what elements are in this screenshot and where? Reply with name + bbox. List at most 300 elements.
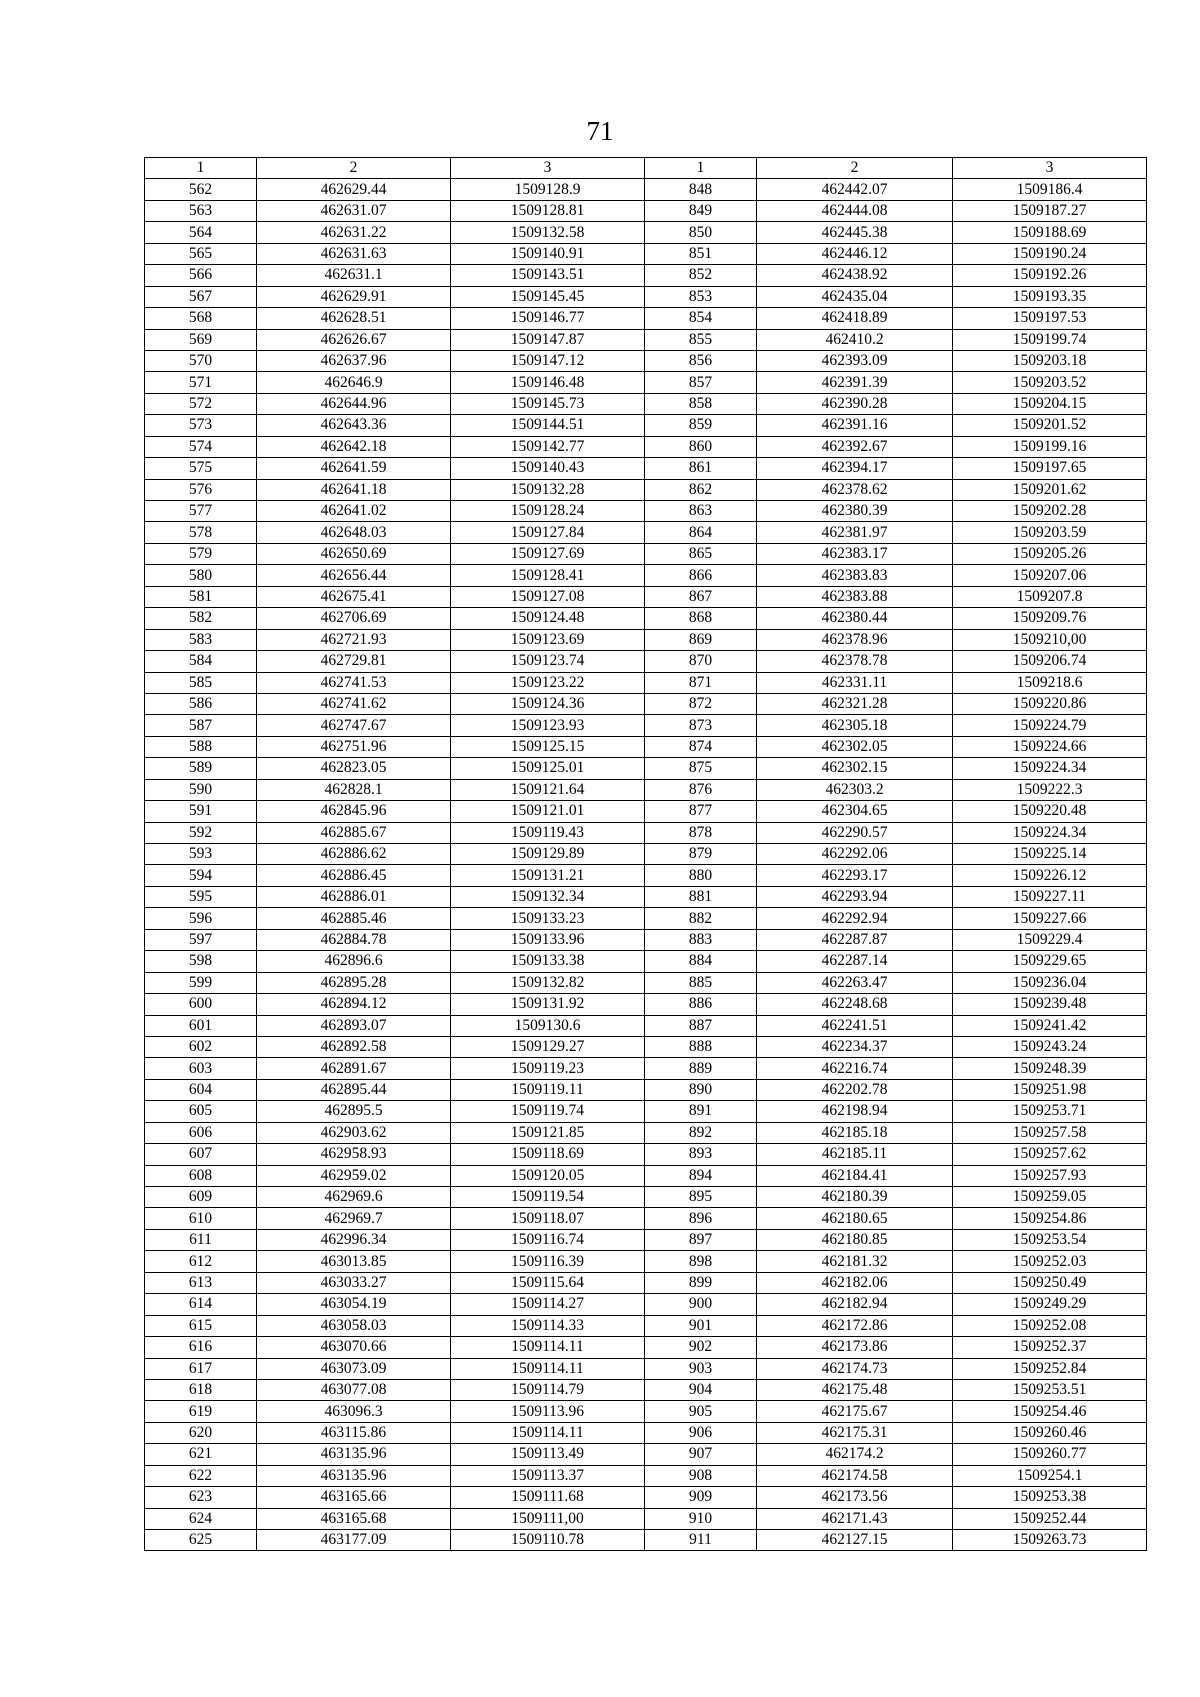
table-cell: 607 <box>145 1144 257 1165</box>
table-cell: 1509121.64 <box>451 779 645 800</box>
table-cell: 462175.31 <box>757 1422 953 1443</box>
table-row <box>145 1379 1147 1400</box>
table-cell: 1509129.89 <box>451 844 645 865</box>
table-row <box>145 972 1147 993</box>
table-cell: 462637.96 <box>257 350 451 371</box>
table-cell: 619 <box>145 1401 257 1422</box>
table-cell: 1509210,00 <box>953 629 1147 650</box>
table-cell: 462828.1 <box>257 779 451 800</box>
table-cell: 1509249.29 <box>953 1294 1147 1315</box>
table-cell: 1509142.77 <box>451 436 645 457</box>
table-cell: 1509124.48 <box>451 608 645 629</box>
table-cell: 1509119.74 <box>451 1101 645 1122</box>
table-cell: 463070.66 <box>257 1337 451 1358</box>
table-cell: 1509113.49 <box>451 1444 645 1465</box>
table-row <box>145 372 1147 393</box>
table-cell: 1509224.34 <box>953 758 1147 779</box>
table-cell: 1509199.16 <box>953 436 1147 457</box>
table-row <box>145 1122 1147 1143</box>
table-cell: 1509252.03 <box>953 1251 1147 1272</box>
table-cell: 462248.68 <box>757 994 953 1015</box>
table-cell: 611 <box>145 1229 257 1250</box>
table-cell: 462446.12 <box>757 243 953 264</box>
table-cell: 462175.67 <box>757 1401 953 1422</box>
table-cell: 908 <box>645 1465 757 1486</box>
table-row <box>145 886 1147 907</box>
table-cell: 462383.88 <box>757 586 953 607</box>
table-cell: 462174.2 <box>757 1444 953 1465</box>
table-cell: 888 <box>645 1036 757 1057</box>
table-cell: 462656.44 <box>257 565 451 586</box>
table-cell: 1509123.74 <box>451 651 645 672</box>
table-cell: 613 <box>145 1272 257 1293</box>
table-cell: 614 <box>145 1294 257 1315</box>
table-cell: 462706.69 <box>257 608 451 629</box>
table-row <box>145 586 1147 607</box>
table-cell: 593 <box>145 844 257 865</box>
table-cell: 462180.85 <box>757 1229 953 1250</box>
table-cell: 620 <box>145 1422 257 1443</box>
table-row <box>145 543 1147 564</box>
table-cell: 901 <box>645 1315 757 1336</box>
table-cell: 462721.93 <box>257 629 451 650</box>
table-cell: 856 <box>645 350 757 371</box>
table-cell: 581 <box>145 586 257 607</box>
table-cell: 463115.86 <box>257 1422 451 1443</box>
table-cell: 579 <box>145 543 257 564</box>
table-row <box>145 608 1147 629</box>
table-cell: 591 <box>145 801 257 822</box>
table-cell: 462646.9 <box>257 372 451 393</box>
table-cell: 622 <box>145 1465 257 1486</box>
table-cell: 462644.96 <box>257 393 451 414</box>
table-cell: 462641.02 <box>257 501 451 522</box>
table-cell: 462302.15 <box>757 758 953 779</box>
table-cell: 1509236.04 <box>953 972 1147 993</box>
table-cell: 865 <box>645 543 757 564</box>
table-cell: 462442.07 <box>757 179 953 200</box>
table-cell: 565 <box>145 243 257 264</box>
table-cell: 574 <box>145 436 257 457</box>
table-cell: 1509143.51 <box>451 265 645 286</box>
table-cell: 617 <box>145 1358 257 1379</box>
table-cell: 585 <box>145 672 257 693</box>
table-cell: 462378.96 <box>757 629 953 650</box>
table-cell: 862 <box>645 479 757 500</box>
table-cell: 462381.97 <box>757 522 953 543</box>
table-cell: 1509197.53 <box>953 308 1147 329</box>
table-row <box>145 222 1147 243</box>
table-cell: 1509202.28 <box>953 501 1147 522</box>
table-cell: 1509227.66 <box>953 908 1147 929</box>
table-cell: 462380.39 <box>757 501 953 522</box>
table-cell: 463165.68 <box>257 1508 451 1529</box>
table-row <box>145 1144 1147 1165</box>
table-cell: 462241.51 <box>757 1015 953 1036</box>
table-row <box>145 758 1147 779</box>
table-cell: 572 <box>145 393 257 414</box>
table-cell: 1509203.59 <box>953 522 1147 543</box>
table-row <box>145 243 1147 264</box>
table-cell: 462675.41 <box>257 586 451 607</box>
table-row <box>145 844 1147 865</box>
table-cell: 462958.93 <box>257 1144 451 1165</box>
table-cell: 1509229.65 <box>953 951 1147 972</box>
table-row <box>145 179 1147 200</box>
table-cell: 462641.18 <box>257 479 451 500</box>
table-cell: 568 <box>145 308 257 329</box>
table-cell: 462903.62 <box>257 1122 451 1143</box>
table-cell: 904 <box>645 1379 757 1400</box>
table-cell: 462173.86 <box>757 1337 953 1358</box>
table-cell: 1509147.87 <box>451 329 645 350</box>
table-cell: 583 <box>145 629 257 650</box>
table-cell: 1509209.76 <box>953 608 1147 629</box>
table-row <box>145 329 1147 350</box>
table-cell: 462641.59 <box>257 458 451 479</box>
table-cell: 567 <box>145 286 257 307</box>
table-cell: 462287.14 <box>757 951 953 972</box>
table-row <box>145 715 1147 736</box>
table-row <box>145 1101 1147 1122</box>
table-cell: 462751.96 <box>257 736 451 757</box>
table-cell: 1509127.69 <box>451 543 645 564</box>
table-cell: 462631.07 <box>257 200 451 221</box>
table-cell: 1509251.98 <box>953 1079 1147 1100</box>
table-cell: 462895.44 <box>257 1079 451 1100</box>
table-cell: 462629.91 <box>257 286 451 307</box>
table-cell: 462181.32 <box>757 1251 953 1272</box>
table-row <box>145 1401 1147 1422</box>
table-cell: 462216.74 <box>757 1058 953 1079</box>
table-cell: 462180.39 <box>757 1187 953 1208</box>
table-cell: 462823.05 <box>257 758 451 779</box>
table-header-row <box>145 158 1147 179</box>
table-cell: 1509125.01 <box>451 758 645 779</box>
table-cell: 462305.18 <box>757 715 953 736</box>
table-row <box>145 865 1147 886</box>
table-cell: 600 <box>145 994 257 1015</box>
table-cell: 1509188.69 <box>953 222 1147 243</box>
table-cell: 462174.73 <box>757 1358 953 1379</box>
table-cell: 584 <box>145 651 257 672</box>
table-cell: 1509207.8 <box>953 586 1147 607</box>
table-cell: 1509254.46 <box>953 1401 1147 1422</box>
table-cell: 462198.94 <box>757 1101 953 1122</box>
table-cell: 1509115.64 <box>451 1272 645 1293</box>
table-cell: 1509123.69 <box>451 629 645 650</box>
table-cell: 1509220.48 <box>953 801 1147 822</box>
table-row <box>145 1208 1147 1229</box>
table-cell: 1509123.93 <box>451 715 645 736</box>
table-cell: 857 <box>645 372 757 393</box>
table-cell: 1509192.26 <box>953 265 1147 286</box>
table-cell: 462895.5 <box>257 1101 451 1122</box>
table-cell: 1509133.38 <box>451 951 645 972</box>
table-cell: 1509114.79 <box>451 1379 645 1400</box>
table-cell: 1509116.74 <box>451 1229 645 1250</box>
table-cell: 463033.27 <box>257 1272 451 1293</box>
table-row <box>145 822 1147 843</box>
table-cell: 462290.57 <box>757 822 953 843</box>
table-row <box>145 286 1147 307</box>
table-cell: 1509252.84 <box>953 1358 1147 1379</box>
table-cell: 902 <box>645 1337 757 1358</box>
table-row <box>145 565 1147 586</box>
table-row <box>145 1487 1147 1508</box>
table-cell: 462418.89 <box>757 308 953 329</box>
table-row <box>145 501 1147 522</box>
table-row <box>145 1165 1147 1186</box>
table-cell: 566 <box>145 265 257 286</box>
table-cell: 1509114.27 <box>451 1294 645 1315</box>
table-cell: 1509113.96 <box>451 1401 645 1422</box>
table-row <box>145 908 1147 929</box>
table-row <box>145 929 1147 950</box>
table-cell: 885 <box>645 972 757 993</box>
table-cell: 871 <box>645 672 757 693</box>
table-cell: 590 <box>145 779 257 800</box>
table-cell: 1509119.23 <box>451 1058 645 1079</box>
table-cell: 1509257.58 <box>953 1122 1147 1143</box>
table-row <box>145 393 1147 414</box>
table-cell: 1509144.51 <box>451 415 645 436</box>
table-cell: 1509224.34 <box>953 822 1147 843</box>
table-cell: 615 <box>145 1315 257 1336</box>
table-cell: 849 <box>645 200 757 221</box>
table-cell: 462321.28 <box>757 693 953 714</box>
table-cell: 462629.44 <box>257 179 451 200</box>
table-cell: 1509132.82 <box>451 972 645 993</box>
table-cell: 903 <box>645 1358 757 1379</box>
table-cell: 569 <box>145 329 257 350</box>
table-cell: 608 <box>145 1165 257 1186</box>
column-header: 2 <box>757 158 953 179</box>
column-header: 2 <box>257 158 451 179</box>
table-cell: 575 <box>145 458 257 479</box>
table-cell: 866 <box>645 565 757 586</box>
table-cell: 905 <box>645 1401 757 1422</box>
table-cell: 463165.66 <box>257 1487 451 1508</box>
table-cell: 864 <box>645 522 757 543</box>
table-body <box>145 179 1147 1551</box>
table-row <box>145 736 1147 757</box>
table-cell: 462410.2 <box>757 329 953 350</box>
table-cell: 876 <box>645 779 757 800</box>
table-cell: 462729.81 <box>257 651 451 672</box>
table-row <box>145 1444 1147 1465</box>
table-cell: 462394.17 <box>757 458 953 479</box>
table-row <box>145 436 1147 457</box>
table-cell: 909 <box>645 1487 757 1508</box>
table-cell: 852 <box>645 265 757 286</box>
table-row <box>145 629 1147 650</box>
table-cell: 462650.69 <box>257 543 451 564</box>
table-cell: 1509128.81 <box>451 200 645 221</box>
table-cell: 1509127.08 <box>451 586 645 607</box>
table-cell: 1509220.86 <box>953 693 1147 714</box>
table-row <box>145 1465 1147 1486</box>
table-cell: 1509250.49 <box>953 1272 1147 1293</box>
table-cell: 462741.62 <box>257 693 451 714</box>
table-cell: 578 <box>145 522 257 543</box>
table-cell: 1509259.05 <box>953 1187 1147 1208</box>
table-cell: 462173.56 <box>757 1487 953 1508</box>
table-cell: 1509225.14 <box>953 844 1147 865</box>
table-cell: 462884.78 <box>257 929 451 950</box>
table-cell: 1509111,00 <box>451 1508 645 1529</box>
table-cell: 462648.03 <box>257 522 451 543</box>
table-cell: 1509197.65 <box>953 458 1147 479</box>
table-cell: 462380.44 <box>757 608 953 629</box>
table-row <box>145 350 1147 371</box>
table-cell: 1509146.77 <box>451 308 645 329</box>
table-cell: 886 <box>645 994 757 1015</box>
table-cell: 462185.11 <box>757 1144 953 1165</box>
table-cell: 624 <box>145 1508 257 1529</box>
table-row <box>145 1337 1147 1358</box>
table-row <box>145 1229 1147 1250</box>
table-cell: 893 <box>645 1144 757 1165</box>
table-cell: 1509116.39 <box>451 1251 645 1272</box>
table-cell: 463013.85 <box>257 1251 451 1272</box>
table-cell: 1509263.73 <box>953 1530 1147 1551</box>
table-cell: 868 <box>645 608 757 629</box>
table-cell: 1509254.1 <box>953 1465 1147 1486</box>
table-cell: 1509120.05 <box>451 1165 645 1186</box>
table-cell: 618 <box>145 1379 257 1400</box>
table-cell: 1509147.12 <box>451 350 645 371</box>
table-cell: 1509125.15 <box>451 736 645 757</box>
table-row <box>145 672 1147 693</box>
table-cell: 1509190.24 <box>953 243 1147 264</box>
table-cell: 877 <box>645 801 757 822</box>
table-cell: 1509229.4 <box>953 929 1147 950</box>
table-cell: 605 <box>145 1101 257 1122</box>
table-cell: 1509187.27 <box>953 200 1147 221</box>
table-row <box>145 1272 1147 1293</box>
table-cell: 612 <box>145 1251 257 1272</box>
table-cell: 462378.78 <box>757 651 953 672</box>
table-cell: 1509201.62 <box>953 479 1147 500</box>
table-cell: 1509140.91 <box>451 243 645 264</box>
table-cell: 854 <box>645 308 757 329</box>
table-cell: 462392.67 <box>757 436 953 457</box>
table-cell: 1509218.6 <box>953 672 1147 693</box>
table-cell: 610 <box>145 1208 257 1229</box>
table-cell: 1509140.43 <box>451 458 645 479</box>
table-cell: 462435.04 <box>757 286 953 307</box>
table-cell: 1509222.3 <box>953 779 1147 800</box>
table-cell: 1509131.21 <box>451 865 645 886</box>
table-cell: 462894.12 <box>257 994 451 1015</box>
table-cell: 1509111.68 <box>451 1487 645 1508</box>
table-cell: 1509133.96 <box>451 929 645 950</box>
table-cell: 858 <box>645 393 757 414</box>
table-row <box>145 1251 1147 1272</box>
table-cell: 853 <box>645 286 757 307</box>
table-cell: 879 <box>645 844 757 865</box>
table-row <box>145 458 1147 479</box>
table-cell: 462182.94 <box>757 1294 953 1315</box>
table-cell: 1509252.37 <box>953 1337 1147 1358</box>
column-header: 1 <box>645 158 757 179</box>
table-cell: 1509123.22 <box>451 672 645 693</box>
table-row <box>145 1530 1147 1551</box>
table-cell: 462969.6 <box>257 1187 451 1208</box>
table-cell: 606 <box>145 1122 257 1143</box>
table-cell: 462896.6 <box>257 951 451 972</box>
table-cell: 562 <box>145 179 257 200</box>
table-cell: 462438.92 <box>757 265 953 286</box>
table-cell: 462628.51 <box>257 308 451 329</box>
table-cell: 462172.86 <box>757 1315 953 1336</box>
table-cell: 891 <box>645 1101 757 1122</box>
table-cell: 462292.94 <box>757 908 953 929</box>
table-cell: 595 <box>145 886 257 907</box>
table-cell: 1509145.45 <box>451 286 645 307</box>
table-cell: 1509118.69 <box>451 1144 645 1165</box>
table-cell: 462293.17 <box>757 865 953 886</box>
table-row <box>145 1294 1147 1315</box>
table-row <box>145 1015 1147 1036</box>
table-cell: 462631.22 <box>257 222 451 243</box>
table-cell: 873 <box>645 715 757 736</box>
table-cell: 1509243.24 <box>953 1036 1147 1057</box>
table-cell: 589 <box>145 758 257 779</box>
table-cell: 588 <box>145 736 257 757</box>
table-cell: 564 <box>145 222 257 243</box>
table-row <box>145 1422 1147 1443</box>
table-cell: 878 <box>645 822 757 843</box>
table-cell: 890 <box>645 1079 757 1100</box>
table-row <box>145 801 1147 822</box>
table-row <box>145 1036 1147 1057</box>
table-cell: 462845.96 <box>257 801 451 822</box>
table-cell: 1509224.79 <box>953 715 1147 736</box>
table-cell: 463135.96 <box>257 1444 451 1465</box>
table-cell: 1509113.37 <box>451 1465 645 1486</box>
table-cell: 883 <box>645 929 757 950</box>
table-row <box>145 1187 1147 1208</box>
column-header: 1 <box>145 158 257 179</box>
table-cell: 1509131.92 <box>451 994 645 1015</box>
table-cell: 895 <box>645 1187 757 1208</box>
table-cell: 859 <box>645 415 757 436</box>
table-row <box>145 415 1147 436</box>
table-cell: 625 <box>145 1530 257 1551</box>
table-cell: 899 <box>645 1272 757 1293</box>
table-cell: 463073.09 <box>257 1358 451 1379</box>
table-cell: 463077.08 <box>257 1379 451 1400</box>
table-cell: 1509257.93 <box>953 1165 1147 1186</box>
table-cell: 599 <box>145 972 257 993</box>
table-cell: 906 <box>645 1422 757 1443</box>
table-cell: 897 <box>645 1229 757 1250</box>
table-cell: 582 <box>145 608 257 629</box>
table-cell: 1509186.4 <box>953 179 1147 200</box>
table-cell: 594 <box>145 865 257 886</box>
table-cell: 1509128.24 <box>451 501 645 522</box>
table-row <box>145 693 1147 714</box>
table-cell: 462393.09 <box>757 350 953 371</box>
table-cell: 462631.1 <box>257 265 451 286</box>
table-cell: 462626.67 <box>257 329 451 350</box>
table-cell: 869 <box>645 629 757 650</box>
table-cell: 860 <box>645 436 757 457</box>
table-cell: 462643.36 <box>257 415 451 436</box>
table-cell: 604 <box>145 1079 257 1100</box>
